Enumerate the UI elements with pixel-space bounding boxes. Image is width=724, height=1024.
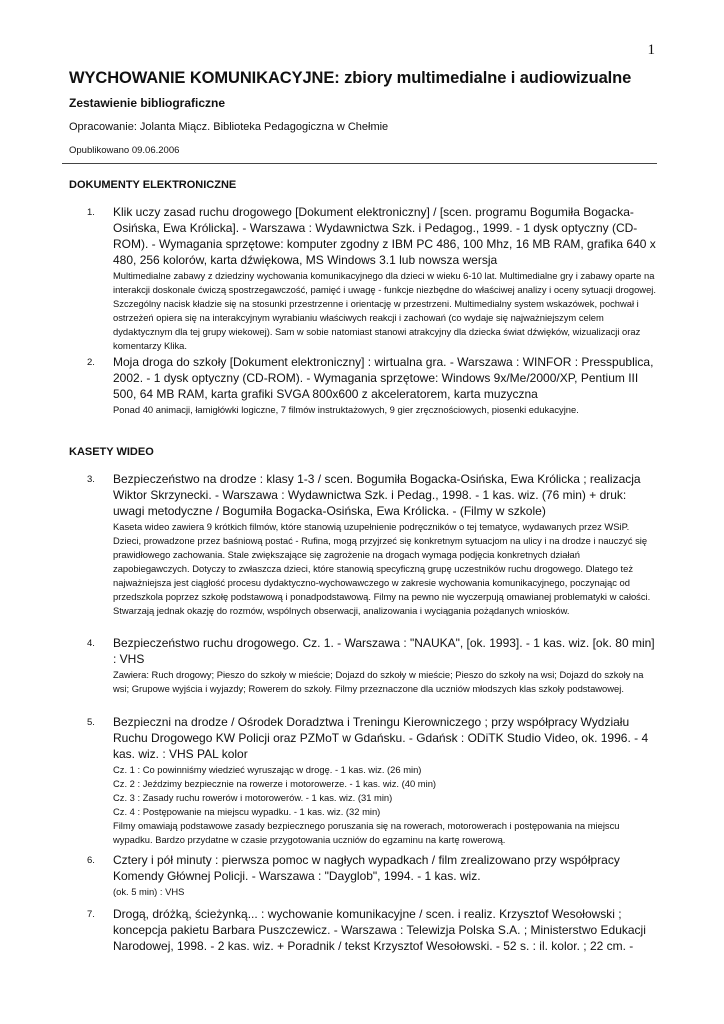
bibliography-entry-5 (69, 714, 659, 847)
entry-number: 1. (87, 207, 95, 218)
bibliography-entry-7 (69, 906, 659, 954)
entry-annotation: Filmy omawiają podstawowe zasady bezpiecznego poruszania się na rowerach, motorowerach i postępowania na miejscu wypadku. Bardzo przydatne w czasie przygotowania uczniów do egzaminu na kartę rowerową. (113, 820, 620, 845)
bibliography-entry-2 (69, 354, 659, 417)
entry-citation: Klik uczy zasad ruchu drogowego [Dokument elektroniczny] / [scen. programu Bogumiła Bogacka-Osińska, Ewa Królicka]. - Warszawa : Wydawnictwa Szk. i Pedagog., 1999. - 1 dysk optyczny (CD-ROM). - Wymagania sprzętowe: komputer zgodny z IBM PC 486, 100 Mhz, 16 MB RAM, grafika 640 x 480, 256 kolorów, karta dźwiękowa, MS Windows 3.1 lub nowsza wersja (113, 205, 656, 267)
entry-number: 6. (87, 855, 95, 866)
section-heading-electronic: DOKUMENTY ELEKTRONICZNE (69, 179, 237, 191)
entry-annotation: Kaseta wideo zawiera 9 krótkich filmów, które stanowią uzupełnienie podręczników o tej tematyce, wydawanych przez WSiP. Dzieci, prowadzone przez baśniową postać - Rufina, mogą przyjrzeć się konkretnym sytuacjom na ulicy i na drodze i nauczyć się prawidłowego zachowania. Stale zwiększające się zagrożenie na drogach wymaga podjęcia konkretnych działań zapobiegawczych. Dotyczy to zwłaszcza dzieci, które stanowią specyficzną grupę uczestników ruchu drogowego. Dlatego też najważniejsza jest ciągłość procesu dydaktyczno-wychowawczego w zakresie wychowania komunikacyjnego, poczynając od przedszkola poprzez szkołę podstawową i ponadpodstawową. Filmy na pewno nie wyczerpują omawianej problematyki w całości. Stwarzają jednak okazję do rozmów, wspólnych obserwacji, analizowania i wyciągania pożądanych wniosków. (113, 521, 651, 616)
entry-part-3: Cz. 3 : Zasady ruchu rowerów i motorowerów. - 1 kas. wiz. (31 min) (113, 792, 393, 803)
bibliography-entry-4 (69, 635, 659, 696)
document-subtitle: Zestawienie bibliograficzne (69, 96, 226, 110)
entry-citation: Drogą, dróżką, ścieżynką... : wychowanie komunikacyjne / scen. i realiz. Krzysztof Wesołowski ; koncepcja pakietu Barbara Puszczewicz. - Warszawa : Telewizja Polska S.A. ; Ministerstwo Edukacji Narodowej, 1998. - 2 kas. wiz. + Poradnik / tekst Krzysztof Wesołowski. - 52 s. : il. kolor. ; 22 cm. - (113, 907, 646, 953)
entry-number: 3. (87, 474, 95, 485)
entry-annotation: Zawiera: Ruch drogowy; Pieszo do szkoły w mieście; Dojazd do szkoły w mieście; Pieszo do szkoły na wsi; Dojazd do szkoły na wsi; Grupowe wyjścia i wyjazdy; Rowerem do szkoły. Filmy przeznaczone dla uczniów młodszych klas szkoły podstawowej. (113, 669, 644, 694)
header-divider (62, 163, 657, 164)
entry-citation: Bezpieczeństwo na drodze : klasy 1-3 / scen. Bogumiła Bogacka-Osińska, Ewa Królicka ; realizacja Wiktor Skrzynecki. - Warszawa : Wydawnictwa Szk. i Pedag., 1998. - 1 kas. wiz. (76 min) + druk: uwagi metodyczne / Bogumiła Bogacka-Osińska, Ewa Królicka. - (Filmy w szkole) (113, 472, 641, 518)
bibliography-entry-1 (69, 204, 659, 353)
author-line: Opracowanie: Jolanta Miącz. Biblioteka Pedagogiczna w Chełmie (69, 121, 389, 133)
published-date: Opublikowano 09.06.2006 (69, 145, 180, 156)
entry-citation: Bezpieczni na drodze / Ośrodek Doradztwa i Treningu Kierowniczego ; przy współpracy Wydziału Ruchu Drogowego KW Policji oraz PZMoT w Gdańsku. - Gdańsk : ODiTK Studio Video, ok. 1996. - 4 kas. wiz. : VHS PAL kolor (113, 715, 649, 761)
entry-citation: Moja droga do szkoły [Dokument elektroniczny] : wirtualna gra. - Warszawa : WINFOR : Presspublica, 2002. - 1 dysk optyczny (CD-ROM). - Wymagania sprzętowe: Windows 9x/Me/2000/XP, Pentium III 500, 64 MB RAM, karta grafiki SVGA 800x600 z akceleratorem, karta muzyczna (113, 355, 654, 401)
entry-annotation: Ponad 40 animacji, łamigłówki logiczne, 7 filmów instruktażowych, 9 gier zręcznościowych, piosenki edukacyjne. (113, 404, 579, 415)
bibliography-entry-3 (69, 471, 659, 618)
entry-annotation: Multimedialne zabawy z dziedziny wychowania komunikacyjnego dla dzieci w wieku 6-10 lat. Multimedialne gry i zabawy oparte na interakcji doskonale ćwiczą spostrzegawczość, pamięć i uwagę - funkcje niezbędne do właściwej analizy i oceny sytuacji drogowej. Szczególny nacisk kładzie się na stosunki przestrzenne i orientację w przestrzeni. Multimedialny system wskazówek, pochwał i ostrzeżeń opiera się na interakcyjnym wyrabianiu właściwych reakcji i zachowań (co wydaje się najważniejszym celem dydaktycznym dla tej grupy wiekowej). Sam w sobie natomiast stanowi atrakcyjny dla dziecka świat dźwięków, wizualizacji oraz komentarzy Klika. (113, 270, 656, 351)
entry-number: 7. (87, 909, 95, 920)
entry-number: 4. (87, 638, 95, 649)
page-number: 1 (647, 42, 655, 58)
entry-part-2: Cz. 2 : Jeździmy bezpiecznie na rowerze i motorowerze. - 1 kas. wiz. (40 min) (113, 778, 437, 789)
entry-number: 2. (87, 357, 95, 368)
entry-annotation: (ok. 5 min) : VHS (113, 886, 185, 897)
entry-citation: Cztery i pół minuty : pierwsza pomoc w nagłych wypadkach / film zrealizowano przy współpracy Komendy Głównej Policji. - Warszawa : "Dayglob", 1994. - 1 kas. wiz. (113, 853, 620, 883)
entry-number: 5. (87, 717, 95, 728)
entry-part-1: Cz. 1 : Co powinniśmy wiedzieć wyruszając w drogę. - 1 kas. wiz. (26 min) (113, 764, 422, 775)
entry-part-4: Cz. 4 : Postępowanie na miejscu wypadku. - 1 kas. wiz. (32 min) (113, 806, 381, 817)
bibliography-entry-6 (69, 852, 659, 899)
document-title: WYCHOWANIE KOMUNIKACYJNE: zbiory multimedialne i audiowizualne (69, 69, 632, 87)
entry-citation: Bezpieczeństwo ruchu drogowego. Cz. 1. - Warszawa : "NAUKA", [ok. 1993]. - 1 kas. wiz. [ok. 80 min] : VHS (113, 636, 655, 666)
section-heading-video: KASETY WIDEO (69, 446, 154, 458)
